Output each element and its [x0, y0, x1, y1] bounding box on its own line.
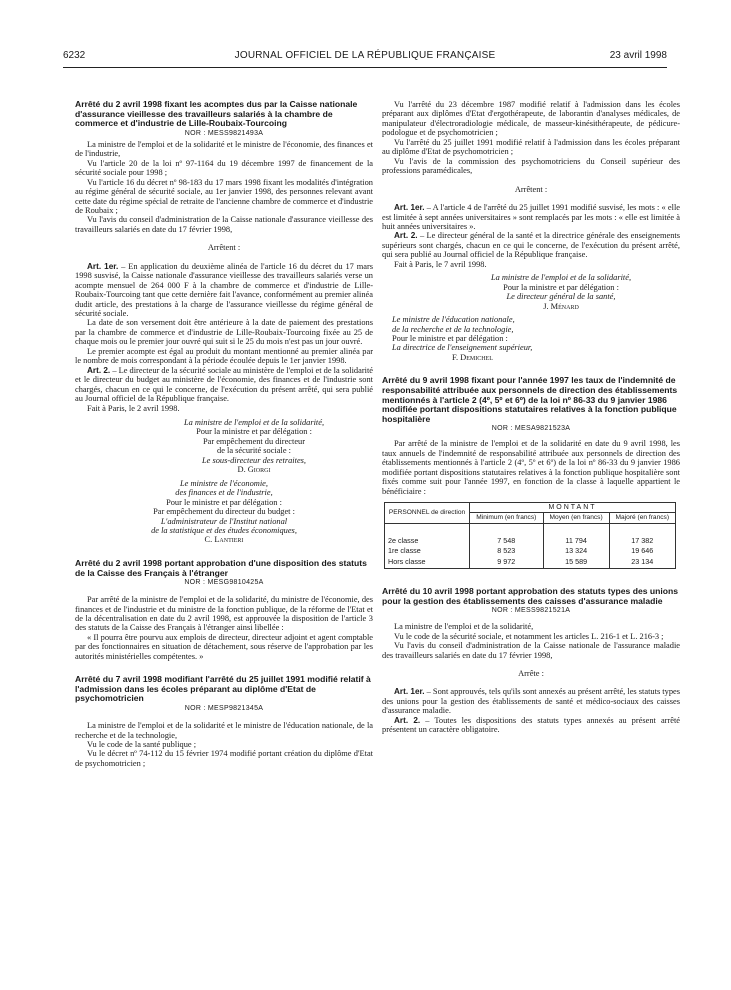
- signature-line: Le sous-directeur des retraites,: [201, 455, 307, 465]
- paragraph: « Il pourra être pourvu aux emplois de directeur, directeur adjoint et agent comptable par des fonctionnaires en situation de détachement, sous réserve de l'approbation par les autorités ministérielles compétentes. »: [75, 632, 373, 661]
- article-label: Art. 2.: [394, 231, 418, 241]
- spacer: [382, 176, 680, 185]
- signature-line: de la statistique et des études économiques,: [151, 526, 297, 535]
- paragraph: Par arrêté de la ministre de l'emploi et de la solidarité, du ministre de l'économie, des finances et de l'industrie et du ministre de la fonction publique, de la réforme de l'Etat et de la décentralisation en date du 2 avril 1998, est approuvée la disposition de l'article 3 des statuts de la Caisse des Français à l'étranger ainsi libellée :: [75, 595, 373, 633]
- signature-line: de la recherche et de la technologie,: [392, 324, 514, 334]
- decree-title: Arrêté du 7 avril 1998 modifiant l'arrêté du 25 juillet 1991 modifié relatif à l'admission dans les écoles préparant au diplôme d'Etat de psychomotricien: [75, 674, 371, 704]
- article-label: Art. 2.: [87, 365, 111, 375]
- table-cell: 11 794: [565, 535, 587, 545]
- paragraph: La ministre de l'emploi et de la solidarité et le ministre de l'éducation nationale, de la recherche et de la technologie,: [75, 721, 373, 740]
- signature-line: Par empêchement du directeur du budget :: [153, 507, 295, 517]
- article-text: – Le directeur général de la santé et la directrice générale des enseignements supérieurs sont chargés, chacun en ce qui le concerne, de l'exécution du présent arrêté, qui sera publié au Journal officiel de la République française.: [382, 231, 680, 260]
- signature-line: La ministre de l'emploi et de la solidarité,: [183, 418, 325, 428]
- nor-reference: NOR : MESS9821493A: [184, 129, 264, 137]
- row-label: 1re classe: [388, 546, 421, 556]
- article-text: – Toutes les dispositions des statuts types annexés au présent arrêté présentent un caractère obligatoire.: [382, 715, 680, 735]
- signature-line: L'administrateur de l'Institut national: [160, 516, 288, 526]
- paragraph: La date de son versement doit être antérieure à la date de paiement des prestations par la chambre de commerce et d'industrie de Lille-Roubaix-Tourcoing fixée au 25 de chaque mois ou le premier jour ouvré qui suit si le 25 du mois n'est pas un jour ouvré.: [75, 318, 373, 347]
- article-1: [382, 687, 680, 715]
- page-number: 6232: [63, 50, 86, 61]
- allowance-rates-table: [384, 502, 676, 569]
- table-cell: 13 324: [565, 546, 588, 556]
- signatory-name: C. Lantieri: [204, 535, 244, 545]
- article-2: [75, 366, 373, 404]
- decree-title: Arrêté du 2 avril 1998 portant approbation d'une disposition des statuts de la Caisse des Français à l'étranger: [75, 557, 367, 578]
- spacer: [75, 234, 373, 243]
- signatory-name: D. Giorgi: [237, 465, 271, 475]
- signature-line: Pour la ministre et par délégation :: [503, 282, 619, 292]
- table-col-majore: [609, 523, 675, 569]
- article-2: [382, 716, 680, 735]
- issue-date: 23 avril 1998: [609, 50, 667, 61]
- signature-block: [382, 315, 680, 362]
- article-2: [382, 231, 680, 259]
- decree-title: Arrêté du 9 avril 1998 fixant pour l'année 1997 les taux de l'indemnité de responsabilité attribuée aux personnels de direction des établissements mentionnés à l'article 2 (4º, 5º et 6º) de la loi nº 86-33 du 9 janvier 1986 modifiée portant dispositions statutaires relatives à la fonction publique hospitalière: [382, 375, 678, 424]
- paragraph: Vu l'avis de la commission des psychomotriciens du Conseil supérieur des professions paramédicales,: [382, 156, 680, 176]
- table-row-labels: [385, 523, 470, 569]
- nor-reference: NOR : MESP9821345A: [184, 705, 264, 713]
- paragraph: Le premier acompte est égal au produit du montant mentionné au premier alinéa par le nombre de mois correspondant à la période écoulée depuis le 1er janvier 1998.: [75, 346, 373, 366]
- signature-line: de la sécurité sociale :: [217, 446, 291, 456]
- table-header-personnel: PERSONNEL de direction: [385, 503, 470, 524]
- paragraph: Par arrêté de la ministre de l'emploi et de la solidarité en date du 9 avril 1998, les taux annuels de l'indemnité de responsabilité attribuée aux personnels de direction des établissements mentionnés à l'article 2 (4º, 5º et 6º) de la loi nº 86-33 du 9 janvier 1986 modifiée portant dispositions statutaires relatives à la fonction publique hospitalière sont fixés comme suit pour l'année 1997, en fonction de la classe à laquelle appartient le bénéficiaire :: [382, 439, 680, 496]
- signature-line: Pour le ministre et par délégation :: [392, 333, 508, 343]
- article-text: – A l'article 4 de l'arrêté du 25 juillet 1991 modifié susvisé, les mots : « elle est limitée à sept années universitaires » sont remplacés par les mots : « elle est limitée à huit années universitaires ».: [382, 203, 680, 231]
- decree-title: Arrêté du 2 avril 1998 fixant les acomptes dus par la Caisse nationale d'assurance vieillesse des travailleurs salariés à la chambre de commerce et d'industrie de Lille-Roubaix-Tourcoing: [75, 99, 358, 129]
- article-text: – Le directeur de la sécurité sociale au ministère de l'emploi et de la solidarité et le directeur du budget au ministère de l'économie, des finances et de l'industrie sont chargés, chacun en ce qui le concerne, de l'exécution du présent arrêté, qui sera publié au Journal officiel de la République française.: [75, 365, 373, 404]
- signature-line: Le directeur général de la santé,: [506, 292, 616, 302]
- paragraph: Vu l'article 20 de la loi nº 97-1164 du 19 décembre 1997 de financement de la sécurité sociale pour 1998 ;: [75, 158, 373, 178]
- table-header-majore: Majoré (en francs): [609, 513, 675, 524]
- article-1: [75, 262, 373, 319]
- fait-a-paris: Fait à Paris, le 2 avril 1998.: [87, 403, 180, 413]
- signature-block: [75, 479, 373, 545]
- spacer: [382, 194, 680, 203]
- signature-line: Pour la ministre et par délégation :: [196, 427, 312, 437]
- article-1: [382, 203, 680, 231]
- row-label: Hors classe: [388, 556, 426, 566]
- paragraph: La ministre de l'emploi et de la solidarité,: [394, 622, 534, 632]
- article-label: Art. 2.: [394, 715, 421, 725]
- signature-line: Pour le ministre et par délégation :: [166, 497, 282, 507]
- nor-reference: NOR : MESA9821523A: [491, 425, 571, 433]
- table-header-row: [385, 503, 676, 513]
- paragraph: La ministre de l'emploi et de la solidarité et le ministre de l'économie, des finances et de l'industrie,: [75, 139, 373, 159]
- nor-reference: NOR : MESS9821521A: [491, 607, 571, 615]
- header-rule: [63, 67, 667, 68]
- paragraph: Vu l'article 16 du décret nº 98-183 du 17 mars 1998 fixant les modalités d'intégration au régime général de sécurité sociale, au 1er janvier 1998, des personnes relevant avant cette date du régime spécial de retraite de l'ancienne chambre de commerce et d'industrie de Roubaix ;: [75, 177, 373, 215]
- spacer: [382, 660, 680, 669]
- signature-line: Par empêchement du directeur: [202, 436, 306, 446]
- paragraph: Vu l'avis du conseil d'administration de la Caisse nationale de l'assurance maladie des travailleurs salariés en date du 17 février 1998,: [382, 641, 680, 660]
- paragraph: Vu le code de la santé publique ;: [87, 739, 197, 749]
- journal-title: JOURNAL OFFICIEL DE LA RÉPUBLIQUE FRANÇAISE: [234, 50, 496, 61]
- row-label: 2e classe: [388, 535, 419, 545]
- table-cell: 7 548: [497, 535, 516, 545]
- table-cell: 19 646: [631, 546, 654, 556]
- table-header-minimum: Minimum (en francs): [470, 513, 544, 524]
- table-cell: 8 523: [497, 546, 516, 556]
- table-col-moyen: [543, 523, 609, 569]
- signature-line: La directrice de l'enseignement supérieur,: [392, 343, 533, 353]
- table-cell: 17 382: [631, 535, 654, 545]
- arrete-heading: Arrête :: [518, 669, 544, 679]
- article-label: Art. 1er.: [87, 261, 119, 271]
- table-col-minimum: [470, 523, 544, 569]
- signature-line: des finances et de l'industrie,: [175, 488, 273, 498]
- signatory-name: J. Ménard: [543, 301, 579, 311]
- nor-reference: NOR : MESG9810425A: [184, 579, 264, 587]
- arretent-heading: Arrêtent :: [207, 243, 241, 253]
- left-column: [75, 100, 373, 768]
- signature-line: Le ministre de l'économie,: [179, 478, 268, 488]
- signature-block: [382, 273, 680, 311]
- decree-title: Arrêté du 10 avril 1998 portant approbation des statuts types des unions pour la gestion des établissements des caisses d'assurance maladie: [382, 586, 679, 606]
- fait-a-paris: Fait à Paris, le 7 avril 1998.: [394, 259, 487, 269]
- spacer: [382, 573, 680, 587]
- paragraph: Vu l'arrêté du 23 décembre 1987 modifié relatif à l'admission dans les écoles préparant aux diplômes d'Etat d'ergothérapeute, de laborantin d'analyses médicales, de manipulateur d'électroradiologie médicale, de masseur-kinésithérapeute, de pédicure-podologue et de psychomotricien ;: [382, 100, 680, 138]
- table-header-montant: MONTANT: [470, 503, 676, 513]
- spacer: [75, 545, 373, 559]
- right-column: [382, 100, 680, 735]
- signature-line: Le ministre de l'éducation nationale,: [392, 315, 515, 325]
- paragraph: Vu l'avis du conseil d'administration de la Caisse nationale d'assurance vieillesse des travailleurs salariés en date du 17 février 1998,: [75, 215, 373, 234]
- table-cell: 15 589: [565, 556, 588, 566]
- signatory-name: F. Demichel: [452, 352, 493, 362]
- table-header-moyen: Moyen (en francs): [543, 513, 609, 524]
- table-cell: 23 134: [631, 556, 654, 566]
- spacer: [382, 362, 680, 376]
- article-text: – En application du deuxième alinéa de l'article 16 du décret du 17 mars 1998 susvisé, la Caisse nationale d'assurance vieillesse des travailleurs salariés verse un acompte mensuel de 264 000 F à la chambre de commerce et d'industrie de Lille-Roubaix-Tourcoing tant que cette dernière fait l'avance, conformément au premier alinéa dudit article, des prestations à la charge de l'assurance vieillesse du régime général de sécurité sociale.: [75, 261, 373, 319]
- signature-block: [75, 418, 373, 475]
- spacer: [75, 661, 373, 675]
- article-label: Art. 1er.: [394, 687, 425, 697]
- arretent-heading: Arrêtent :: [514, 184, 548, 194]
- paragraph: Vu le code de la sécurité sociale, et notamment les articles L. 216-1 et L. 216-3 ;: [394, 631, 664, 641]
- spacer: [382, 678, 680, 687]
- paragraph: Vu le décret nº 74-112 du 15 février 1974 modifié portant création du diplôme d'Etat de psychomotricien ;: [75, 749, 373, 768]
- article-label: Art. 1er.: [394, 203, 425, 213]
- page-header: [63, 50, 667, 64]
- table-cell: 9 972: [497, 556, 516, 566]
- spacer: [75, 253, 373, 262]
- paragraph: Vu l'arrêté du 25 juillet 1991 modifié relatif à l'admission dans les écoles préparant au diplôme d'Etat de psychomotricien ;: [382, 137, 680, 157]
- article-text: – Sont approuvés, tels qu'ils sont annexés au présent arrêté, les statuts types des unions pour la gestion des établissements de santé et médico-sociaux des caisses d'assurance maladie.: [382, 687, 680, 716]
- signature-line: La ministre de l'emploi et de la solidarité,: [490, 273, 632, 283]
- table-row: [385, 523, 676, 569]
